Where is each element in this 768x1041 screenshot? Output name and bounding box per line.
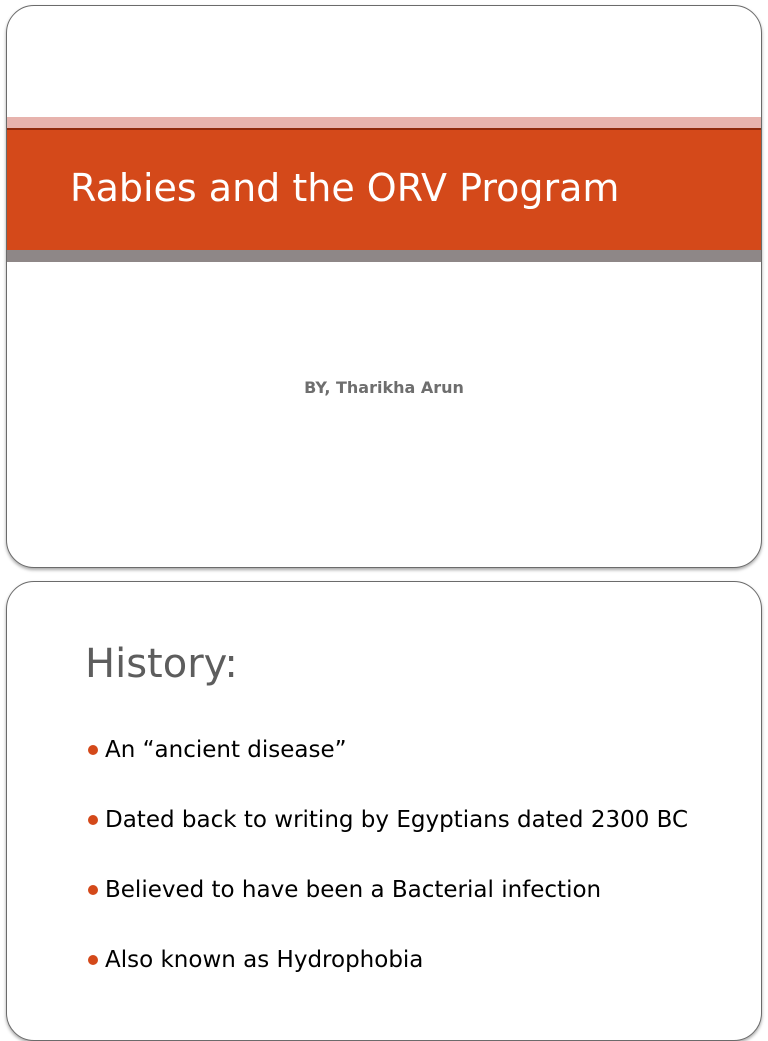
- bullet-text: Believed to have been a Bacterial infection: [105, 877, 602, 903]
- slide-heading: History:: [85, 641, 238, 687]
- bullet-item: [85, 945, 725, 975]
- bullet-dot-icon: [88, 955, 98, 965]
- bullet-item: [85, 735, 725, 765]
- title-band-top-stripe: [7, 117, 761, 128]
- bullet-item: [85, 875, 725, 905]
- bullet-text: Also known as Hydrophobia: [105, 947, 424, 973]
- history-slide: [6, 581, 762, 1041]
- slide-title: Rabies and the ORV Program: [70, 166, 620, 210]
- title-slide: [6, 5, 762, 568]
- title-band-bottom-stripe: [7, 250, 761, 262]
- bullet-dot-icon: [88, 815, 98, 825]
- bullet-dot-icon: [88, 885, 98, 895]
- bullet-text: Dated back to writing by Egyptians dated 2300 BC: [105, 807, 689, 833]
- slide-subtitle: BY, Tharikha Arun: [304, 378, 464, 397]
- bullet-text: An “ancient disease”: [105, 737, 347, 763]
- bullet-item: [85, 805, 725, 835]
- bullet-list: [85, 735, 725, 1015]
- bullet-dot-icon: [88, 745, 98, 755]
